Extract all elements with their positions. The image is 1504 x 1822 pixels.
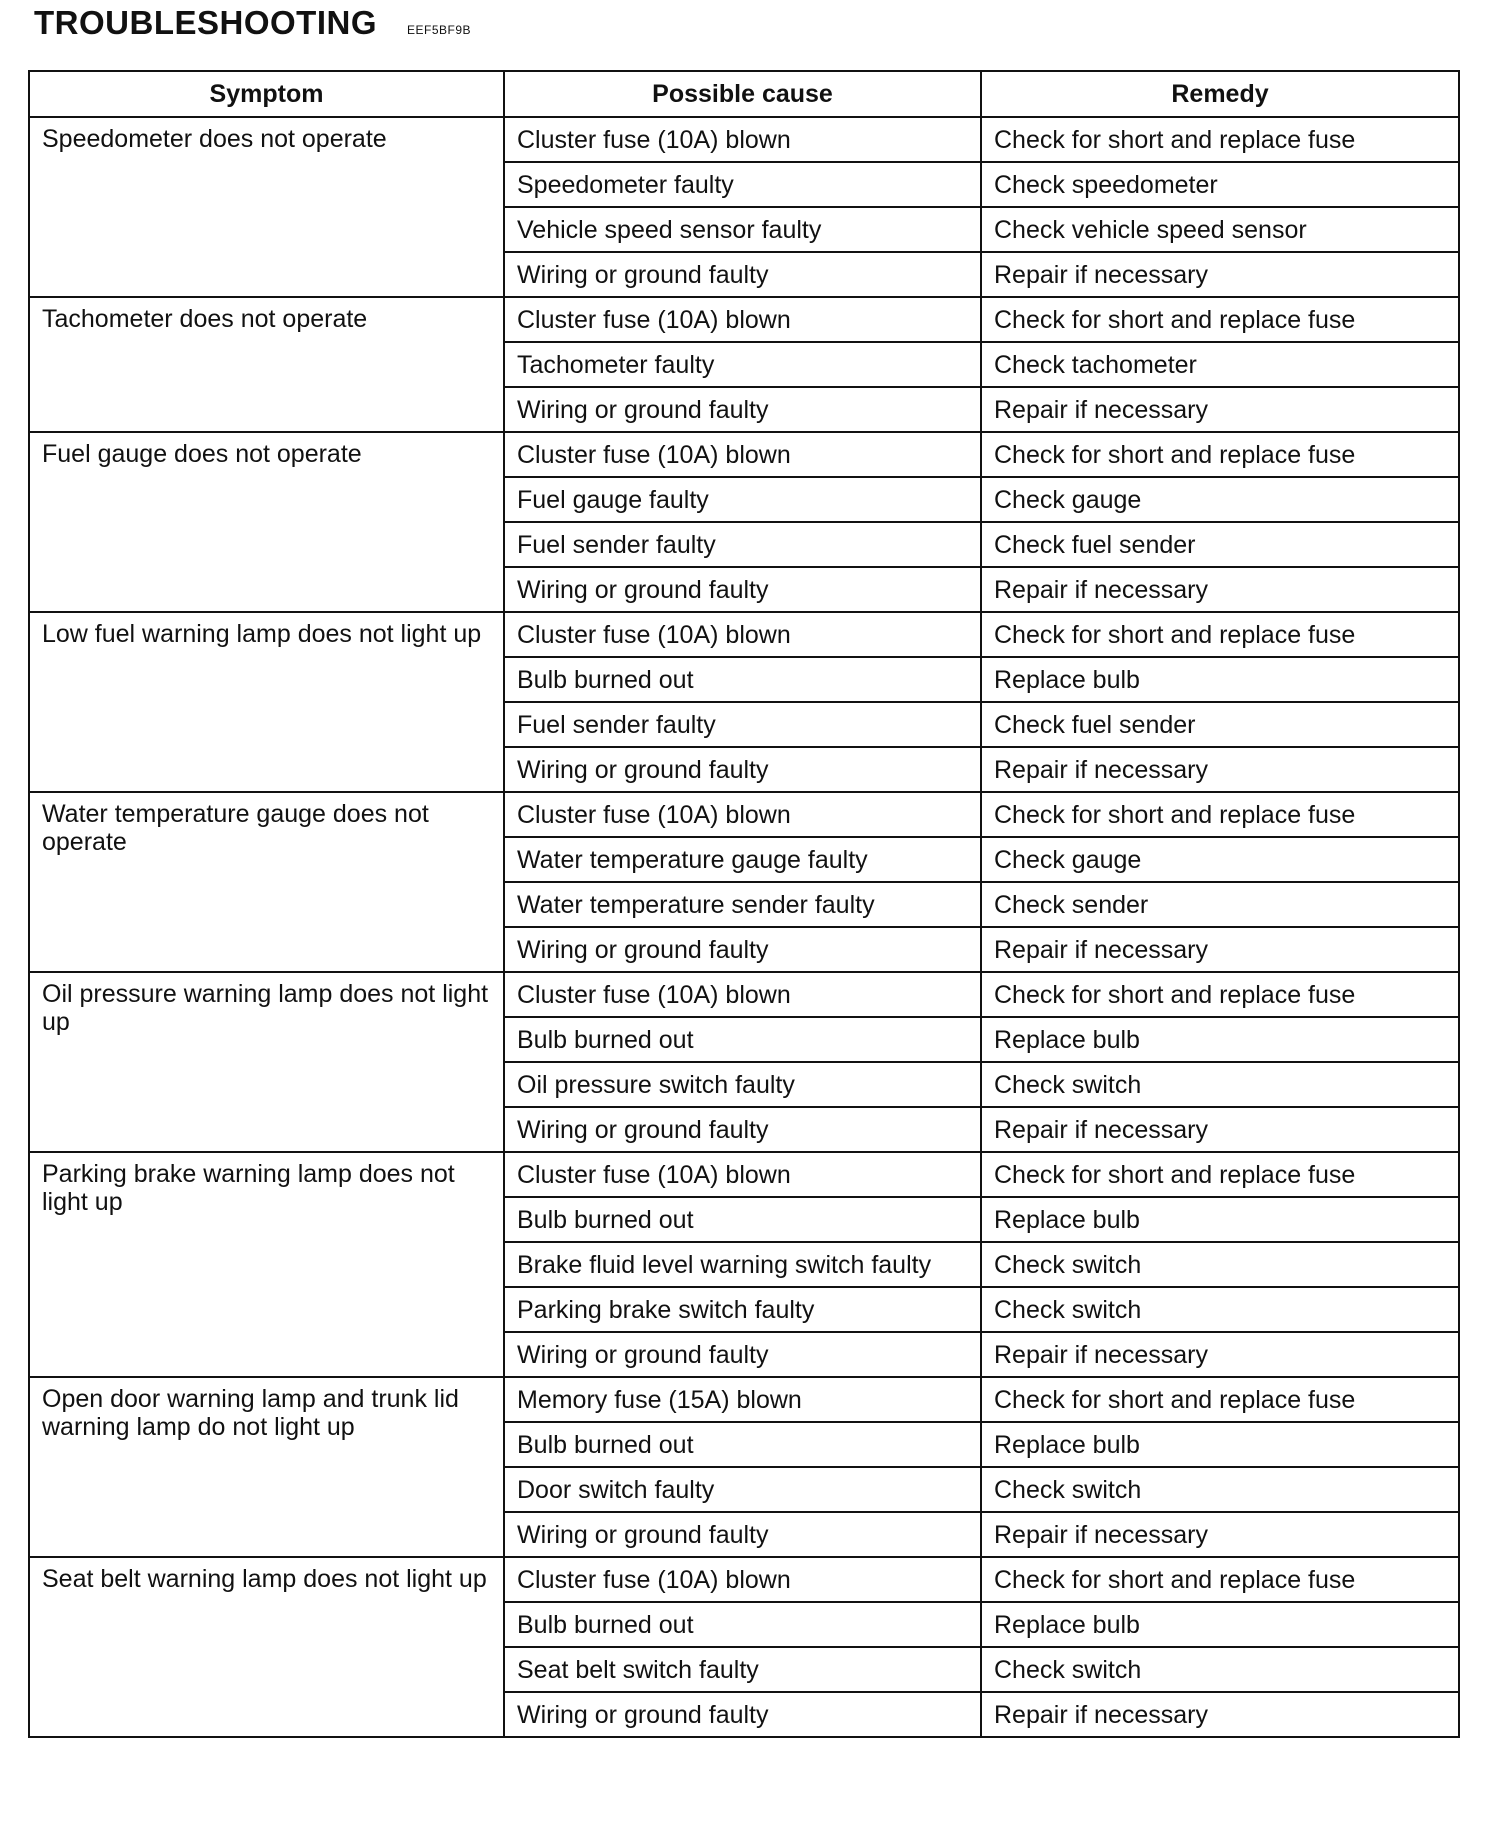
remedy-cell: Check gauge: [981, 477, 1459, 522]
symptom-cell: Fuel gauge does not operate: [29, 432, 504, 612]
remedy-cell: Replace bulb: [981, 1422, 1459, 1467]
possible-cause-cell: Wiring or ground faulty: [504, 747, 981, 792]
column-header-possible-cause: Possible cause: [504, 71, 981, 117]
remedy-cell: Check for short and replace fuse: [981, 972, 1459, 1017]
table-row: [29, 612, 1459, 657]
remedy-cell: Repair if necessary: [981, 1692, 1459, 1737]
table-body: [29, 117, 1459, 1737]
remedy-cell: Repair if necessary: [981, 1107, 1459, 1152]
table-row: [29, 117, 1459, 162]
possible-cause-cell: Bulb burned out: [504, 1422, 981, 1467]
page-title: TROUBLESHOOTING: [34, 4, 377, 41]
remedy-cell: Replace bulb: [981, 657, 1459, 702]
possible-cause-cell: Bulb burned out: [504, 657, 981, 702]
possible-cause-cell: Wiring or ground faulty: [504, 1107, 981, 1152]
symptom-cell: Speedometer does not operate: [29, 117, 504, 297]
remedy-cell: Check speedometer: [981, 162, 1459, 207]
remedy-cell: Replace bulb: [981, 1197, 1459, 1242]
possible-cause-cell: Wiring or ground faulty: [504, 567, 981, 612]
remedy-cell: Check switch: [981, 1467, 1459, 1512]
possible-cause-cell: Tachometer faulty: [504, 342, 981, 387]
table-row: [29, 432, 1459, 477]
possible-cause-cell: Fuel gauge faulty: [504, 477, 981, 522]
possible-cause-cell: Water temperature sender faulty: [504, 882, 981, 927]
possible-cause-cell: Vehicle speed sensor faulty: [504, 207, 981, 252]
remedy-cell: Check for short and replace fuse: [981, 1377, 1459, 1422]
column-header-symptom: Symptom: [29, 71, 504, 117]
symptom-cell: Oil pressure warning lamp does not light up: [29, 972, 504, 1152]
remedy-cell: Check for short and replace fuse: [981, 792, 1459, 837]
table-row: [29, 297, 1459, 342]
remedy-cell: Check for short and replace fuse: [981, 117, 1459, 162]
possible-cause-cell: Bulb burned out: [504, 1197, 981, 1242]
remedy-cell: Replace bulb: [981, 1602, 1459, 1647]
header-row: [29, 71, 1459, 117]
remedy-cell: Check for short and replace fuse: [981, 1152, 1459, 1197]
possible-cause-cell: Wiring or ground faulty: [504, 1512, 981, 1557]
possible-cause-cell: Wiring or ground faulty: [504, 927, 981, 972]
remedy-cell: Check switch: [981, 1287, 1459, 1332]
possible-cause-cell: Fuel sender faulty: [504, 702, 981, 747]
remedy-cell: Check for short and replace fuse: [981, 612, 1459, 657]
possible-cause-cell: Cluster fuse (10A) blown: [504, 117, 981, 162]
possible-cause-cell: Memory fuse (15A) blown: [504, 1377, 981, 1422]
column-header-remedy: Remedy: [981, 71, 1459, 117]
possible-cause-cell: Bulb burned out: [504, 1602, 981, 1647]
symptom-cell: Tachometer does not operate: [29, 297, 504, 432]
remedy-cell: Repair if necessary: [981, 387, 1459, 432]
table-row: [29, 1152, 1459, 1197]
remedy-cell: Check for short and replace fuse: [981, 297, 1459, 342]
possible-cause-cell: Cluster fuse (10A) blown: [504, 1152, 981, 1197]
remedy-cell: Check tachometer: [981, 342, 1459, 387]
symptom-cell: Open door warning lamp and trunk lid warning lamp do not light up: [29, 1377, 504, 1557]
possible-cause-cell: Cluster fuse (10A) blown: [504, 612, 981, 657]
remedy-cell: Check for short and replace fuse: [981, 1557, 1459, 1602]
table-row: [29, 792, 1459, 837]
remedy-cell: Check switch: [981, 1062, 1459, 1107]
symptom-cell: Water temperature gauge does not operate: [29, 792, 504, 972]
possible-cause-cell: Door switch faulty: [504, 1467, 981, 1512]
page-header: [34, 4, 471, 48]
troubleshooting-table: [28, 70, 1460, 1738]
remedy-cell: Repair if necessary: [981, 252, 1459, 297]
remedy-cell: Repair if necessary: [981, 927, 1459, 972]
possible-cause-cell: Wiring or ground faulty: [504, 387, 981, 432]
remedy-cell: Check sender: [981, 882, 1459, 927]
possible-cause-cell: Parking brake switch faulty: [504, 1287, 981, 1332]
table-row: [29, 1377, 1459, 1422]
table-row: [29, 972, 1459, 1017]
remedy-cell: Repair if necessary: [981, 1332, 1459, 1377]
remedy-cell: Check vehicle speed sensor: [981, 207, 1459, 252]
table-header: [29, 71, 1459, 117]
remedy-cell: Check switch: [981, 1647, 1459, 1692]
possible-cause-cell: Bulb burned out: [504, 1017, 981, 1062]
possible-cause-cell: Cluster fuse (10A) blown: [504, 1557, 981, 1602]
possible-cause-cell: Cluster fuse (10A) blown: [504, 792, 981, 837]
possible-cause-cell: Oil pressure switch faulty: [504, 1062, 981, 1107]
possible-cause-cell: Fuel sender faulty: [504, 522, 981, 567]
possible-cause-cell: Seat belt switch faulty: [504, 1647, 981, 1692]
possible-cause-cell: Cluster fuse (10A) blown: [504, 297, 981, 342]
symptom-cell: Seat belt warning lamp does not light up: [29, 1557, 504, 1737]
possible-cause-cell: Wiring or ground faulty: [504, 1332, 981, 1377]
possible-cause-cell: Cluster fuse (10A) blown: [504, 972, 981, 1017]
possible-cause-cell: Speedometer faulty: [504, 162, 981, 207]
possible-cause-cell: Brake fluid level warning switch faulty: [504, 1242, 981, 1287]
possible-cause-cell: Cluster fuse (10A) blown: [504, 432, 981, 477]
remedy-cell: Check fuel sender: [981, 702, 1459, 747]
remedy-cell: Repair if necessary: [981, 747, 1459, 792]
document-code: EEF5BF9B: [407, 23, 472, 37]
remedy-cell: Repair if necessary: [981, 1512, 1459, 1557]
remedy-cell: Check gauge: [981, 837, 1459, 882]
possible-cause-cell: Wiring or ground faulty: [504, 252, 981, 297]
table-row: [29, 1557, 1459, 1602]
possible-cause-cell: Wiring or ground faulty: [504, 1692, 981, 1737]
remedy-cell: Replace bulb: [981, 1017, 1459, 1062]
remedy-cell: Repair if necessary: [981, 567, 1459, 612]
symptom-cell: Parking brake warning lamp does not light up: [29, 1152, 504, 1377]
possible-cause-cell: Water temperature gauge faulty: [504, 837, 981, 882]
remedy-cell: Check switch: [981, 1242, 1459, 1287]
remedy-cell: Check for short and replace fuse: [981, 432, 1459, 477]
symptom-cell: Low fuel warning lamp does not light up: [29, 612, 504, 792]
remedy-cell: Check fuel sender: [981, 522, 1459, 567]
